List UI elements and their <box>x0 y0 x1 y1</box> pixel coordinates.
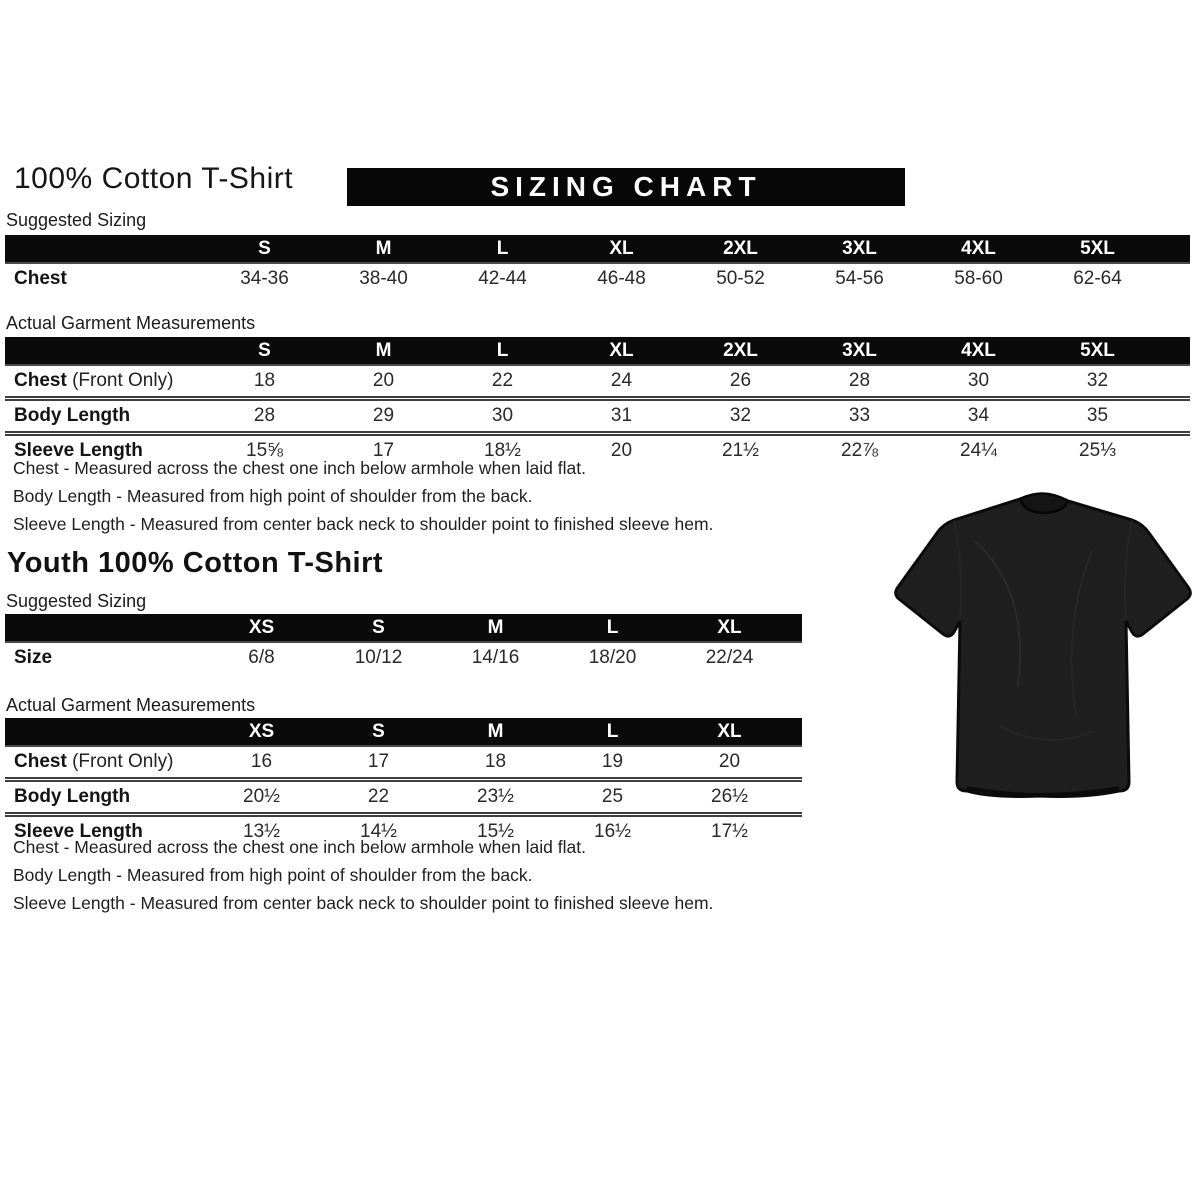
row-label: Sleeve Length <box>5 434 205 467</box>
measurement-value: 35 <box>1038 399 1157 434</box>
note-body-length: Body Length - Measured from high point of shoulder from the back. <box>13 486 533 506</box>
measurement-value: 18/20 <box>554 642 671 673</box>
measurement-value: 26½ <box>671 780 788 815</box>
size-column-header: 4XL <box>919 235 1038 263</box>
measurement-value: 38-40 <box>324 263 443 294</box>
measurement-value: 17 <box>324 434 443 467</box>
size-column-header: XL <box>562 235 681 263</box>
row-filler <box>788 746 802 780</box>
measurement-value: 22 <box>320 780 437 815</box>
size-column-header: XL <box>562 337 681 365</box>
measurement-value: 14½ <box>320 815 437 848</box>
header-label-spacer <box>5 614 203 642</box>
measurement-value: 17 <box>320 746 437 780</box>
header-filler <box>1157 337 1190 365</box>
size-column-header: S <box>205 337 324 365</box>
row-filler <box>1157 365 1190 399</box>
measurement-value: 20 <box>671 746 788 780</box>
row-filler <box>788 780 802 815</box>
youth-measurement-notes <box>13 838 713 922</box>
header-filler <box>1157 235 1190 263</box>
row-filler <box>1157 434 1190 467</box>
measurement-row <box>5 263 1190 294</box>
adult-suggested-sizing-table <box>5 235 1190 294</box>
note-body-length: Body Length - Measured from high point of shoulder from the back. <box>13 865 533 885</box>
tshirt-graphic <box>880 476 1200 806</box>
size-header-row <box>5 235 1190 263</box>
measurement-value: 25⅓ <box>1038 434 1157 467</box>
measurement-row <box>5 780 802 815</box>
sizing-chart-banner <box>347 168 905 206</box>
measurement-value: 13½ <box>203 815 320 848</box>
size-column-header: L <box>554 614 671 642</box>
sizing-chart-banner-text: SIZING CHART <box>490 171 762 202</box>
adult-measurements-label: Actual Garment Measurements <box>6 313 256 333</box>
measurement-value: 20 <box>324 365 443 399</box>
measurement-value: 50-52 <box>681 263 800 294</box>
measurement-row <box>5 746 802 780</box>
measurement-value: 29 <box>324 399 443 434</box>
row-label: Chest (Front Only) <box>5 365 205 399</box>
size-column-header: L <box>554 718 671 746</box>
measurement-value: 16 <box>203 746 320 780</box>
measurement-value: 6/8 <box>203 642 320 673</box>
size-column-header: S <box>320 614 437 642</box>
measurement-value: 24¼ <box>919 434 1038 467</box>
header-filler <box>788 614 802 642</box>
header-label-spacer <box>5 235 205 263</box>
measurement-value: 22⅞ <box>800 434 919 467</box>
measurement-value: 18½ <box>443 434 562 467</box>
measurement-value: 16½ <box>554 815 671 848</box>
size-column-header: 2XL <box>681 337 800 365</box>
youth-suggested-sizing-table <box>5 614 802 673</box>
measurement-value: 17½ <box>671 815 788 848</box>
measurement-value: 30 <box>443 399 562 434</box>
size-column-header: M <box>437 614 554 642</box>
youth-title: Youth 100% Cotton T-Shirt <box>7 547 384 579</box>
row-filler <box>1157 399 1190 434</box>
size-column-header: L <box>443 337 562 365</box>
size-column-header: M <box>437 718 554 746</box>
page-title: 100% Cotton T-Shirt <box>14 162 294 195</box>
measurement-value: 34-36 <box>205 263 324 294</box>
size-column-header: 5XL <box>1038 235 1157 263</box>
black-tshirt-image <box>880 476 1200 806</box>
measurement-value: 62-64 <box>1038 263 1157 294</box>
size-column-header: 4XL <box>919 337 1038 365</box>
adult-suggested-sizing-label: Suggested Sizing <box>6 210 147 230</box>
row-label: Size <box>5 642 203 673</box>
measurement-value: 25 <box>554 780 671 815</box>
header-filler <box>788 718 802 746</box>
adult-measurements-table <box>5 337 1190 466</box>
measurement-value: 18 <box>205 365 324 399</box>
header-label-spacer <box>5 718 203 746</box>
measurement-value: 24 <box>562 365 681 399</box>
youth-measurements-label: Actual Garment Measurements <box>6 695 256 715</box>
measurement-value: 20½ <box>203 780 320 815</box>
measurement-value: 15½ <box>437 815 554 848</box>
measurement-value: 18 <box>437 746 554 780</box>
measurement-value: 26 <box>681 365 800 399</box>
measurement-value: 58-60 <box>919 263 1038 294</box>
note-sleeve-length: Sleeve Length - Measured from center back neck to shoulder point to finished sleeve hem. <box>13 514 714 534</box>
measurement-value: 31 <box>562 399 681 434</box>
row-filler <box>788 642 802 673</box>
size-column-header: XS <box>203 718 320 746</box>
row-label: Body Length <box>5 780 203 815</box>
size-column-header: XL <box>671 718 788 746</box>
measurement-value: 54-56 <box>800 263 919 294</box>
measurement-value: 19 <box>554 746 671 780</box>
row-label: Chest <box>5 263 205 294</box>
row-filler <box>1157 263 1190 294</box>
measurement-row <box>5 399 1190 434</box>
measurement-row <box>5 365 1190 399</box>
measurement-value: 23½ <box>437 780 554 815</box>
measurement-value: 32 <box>1038 365 1157 399</box>
row-label: Sleeve Length <box>5 815 203 848</box>
measurement-value: 14/16 <box>437 642 554 673</box>
size-column-header: S <box>205 235 324 263</box>
row-filler <box>788 815 802 848</box>
note-chest: Chest - Measured across the chest one inch below armhole when laid flat. <box>13 837 586 857</box>
size-column-header: 5XL <box>1038 337 1157 365</box>
measurement-value: 34 <box>919 399 1038 434</box>
note-sleeve-length: Sleeve Length - Measured from center back neck to shoulder point to finished sleeve hem. <box>13 893 714 913</box>
size-column-header: M <box>324 337 443 365</box>
size-header-row <box>5 337 1190 365</box>
size-column-header: XL <box>671 614 788 642</box>
note-chest: Chest - Measured across the chest one inch below armhole when laid flat. <box>13 458 586 478</box>
measurement-value: 32 <box>681 399 800 434</box>
measurement-value: 28 <box>800 365 919 399</box>
measurement-value: 22/24 <box>671 642 788 673</box>
youth-measurements-table <box>5 718 802 847</box>
row-label: Body Length <box>5 399 205 434</box>
measurement-row <box>5 642 802 673</box>
size-column-header: L <box>443 235 562 263</box>
size-column-header: S <box>320 718 437 746</box>
size-column-header: 3XL <box>800 235 919 263</box>
header-label-spacer <box>5 337 205 365</box>
size-column-header: XS <box>203 614 320 642</box>
measurement-value: 15⅝ <box>205 434 324 467</box>
size-header-row <box>5 614 802 642</box>
measurement-value: 46-48 <box>562 263 681 294</box>
adult-measurement-notes <box>13 459 713 543</box>
measurement-value: 30 <box>919 365 1038 399</box>
size-column-header: M <box>324 235 443 263</box>
row-label: Chest (Front Only) <box>5 746 203 780</box>
measurement-value: 28 <box>205 399 324 434</box>
measurement-value: 22 <box>443 365 562 399</box>
measurement-value: 33 <box>800 399 919 434</box>
measurement-value: 42-44 <box>443 263 562 294</box>
youth-suggested-sizing-label: Suggested Sizing <box>6 591 147 611</box>
measurement-value: 10/12 <box>320 642 437 673</box>
measurement-value: 20 <box>562 434 681 467</box>
size-column-header: 3XL <box>800 337 919 365</box>
size-column-header: 2XL <box>681 235 800 263</box>
size-header-row <box>5 718 802 746</box>
measurement-value: 21½ <box>681 434 800 467</box>
